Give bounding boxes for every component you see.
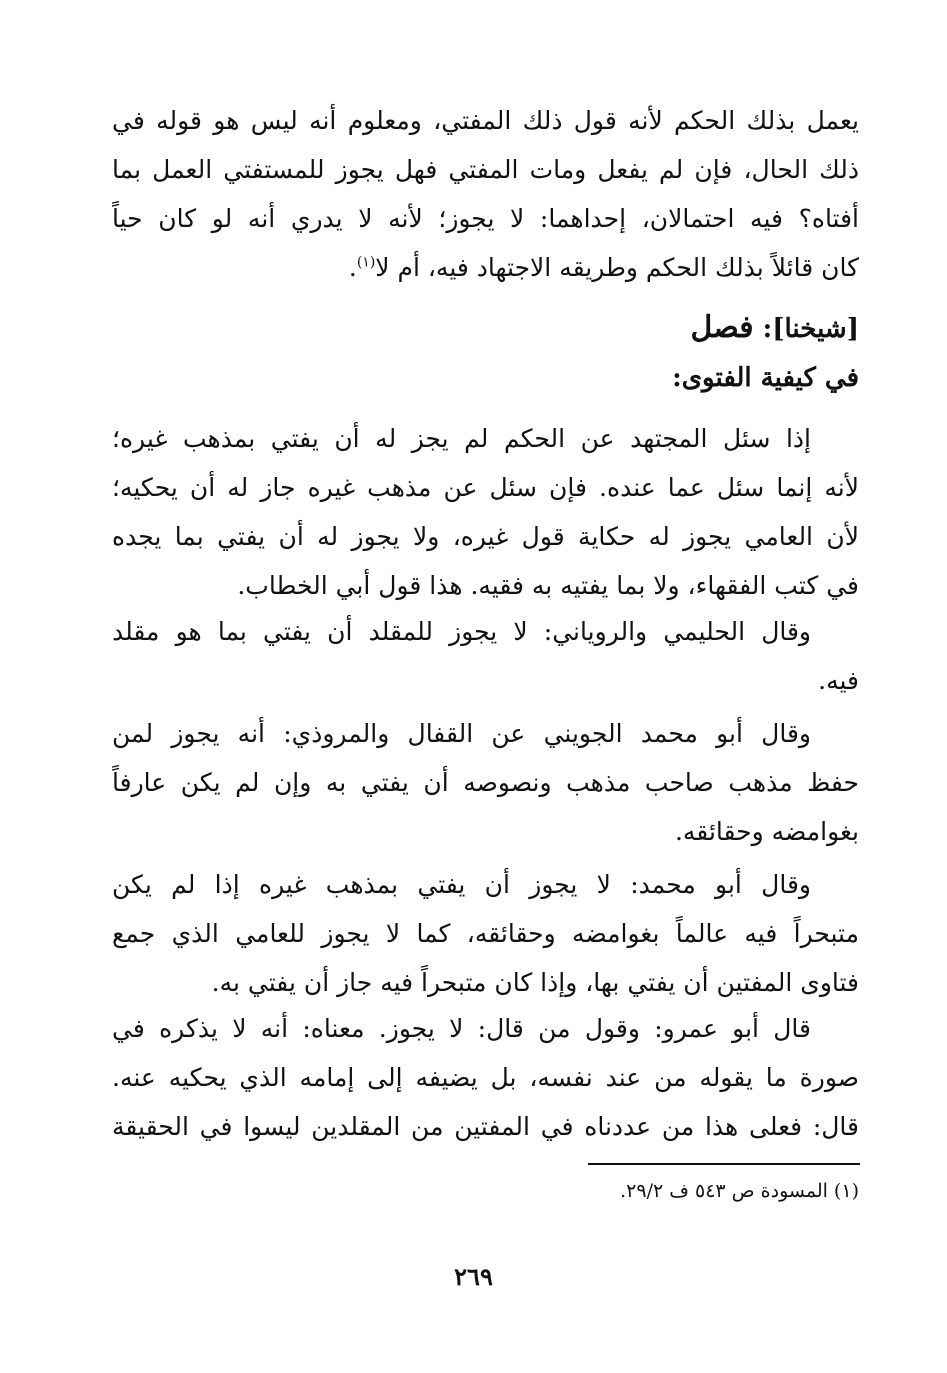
text-line: فيه.	[818, 666, 859, 695]
page-number: ٢٦٩	[454, 1262, 493, 1291]
text-line: قال: فعلى هذا من عددناه في المفتين من المقلدين ليسوا في الحقيقة	[112, 1112, 859, 1141]
text-line: ذلك الحال، فإن لم يفعل ومات المفتي فهل يجوز للمستفتي العمل بما	[112, 155, 859, 184]
text-line: إذا سئل المجتهد عن الحكم لم يجز له أن يفتي بمذهب غيره؛	[112, 424, 811, 453]
heading-title: فصل	[690, 310, 754, 345]
paragraph	[112, 860, 859, 1007]
text-line: كان قائلاً بذلك الحكم وطريقه الاجتهاد فيه، أم لا	[375, 253, 859, 282]
text-line: يعمل بذلك الحكم لأنه قول ذلك المفتي، ومعلوم أنه ليس هو قوله في	[112, 106, 859, 135]
paragraph	[112, 607, 859, 705]
footnote: (١) المسودة ص ٥٤٣ ف ٢٩/٢.	[620, 1180, 859, 1202]
heading-prefix: [شيخنا]:	[753, 314, 859, 344]
text-line: صورة ما يقوله من عند نفسه، بل يضيفه إلى إمامه الذي يحكيه عنه.	[112, 1063, 859, 1092]
text-line: بغوامضه وحقائقه.	[674, 817, 859, 846]
text-line: فتاوى المفتين أن يفتي بها، وإذا كان متبحراً فيه جاز أن يفتي به.	[211, 968, 859, 997]
text-line: وقال أبو محمد الجويني عن القفال والمروذي: أنه يجوز لمن	[112, 719, 811, 748]
line-end: .	[348, 253, 357, 282]
text-line: وقال أبو محمد: لا يجوز أن يفتي بمذهب غيره إذا لم يكن	[112, 870, 811, 899]
paragraph	[112, 709, 859, 856]
text-line: لأن العامي يجوز له حكاية قول غيره، ولا يجوز له أن يفتي بما يجده	[112, 522, 859, 551]
text-line: حفظ مذهب صاحب مذهب ونصوصه أن يفتي به وإن لم يكن عارفاً	[112, 768, 859, 797]
text-line: لأنه إنما سئل عما عنده. فإن سئل عن مذهب غيره جاز له أن يحكيه؛	[112, 473, 859, 502]
text-line: قال أبو عمرو: وقول من قال: لا يجوز. معناه: أنه لا يذكره في	[112, 1014, 811, 1043]
section-subtitle: في كيفية الفتوى:	[672, 363, 859, 393]
paragraph-intro	[112, 96, 859, 292]
text-line: وقال الحليمي والروياني: لا يجوز للمقلد أن يفتي بما هو مقلد	[112, 617, 811, 646]
footnote-ref: (١)	[356, 254, 376, 271]
footnote-divider	[588, 1163, 860, 1165]
paragraph	[112, 414, 859, 610]
text-line: متبحراً فيه عالماً بغوامضه وحقائقه، كما لا يجوز للعامي الذي جمع	[112, 919, 859, 948]
text-line: في كتب الفقهاء، ولا بما يفتيه به فقيه. هذا قول أبي الخطاب.	[237, 571, 859, 600]
paragraph	[112, 1004, 859, 1151]
text-line-with-note	[112, 243, 859, 292]
section-heading	[690, 308, 859, 349]
text-line: أفتاه؟ فيه احتمالان، إحداهما: لا يجوز؛ لأنه لا يدري أنه لو كان حياً	[112, 204, 859, 233]
